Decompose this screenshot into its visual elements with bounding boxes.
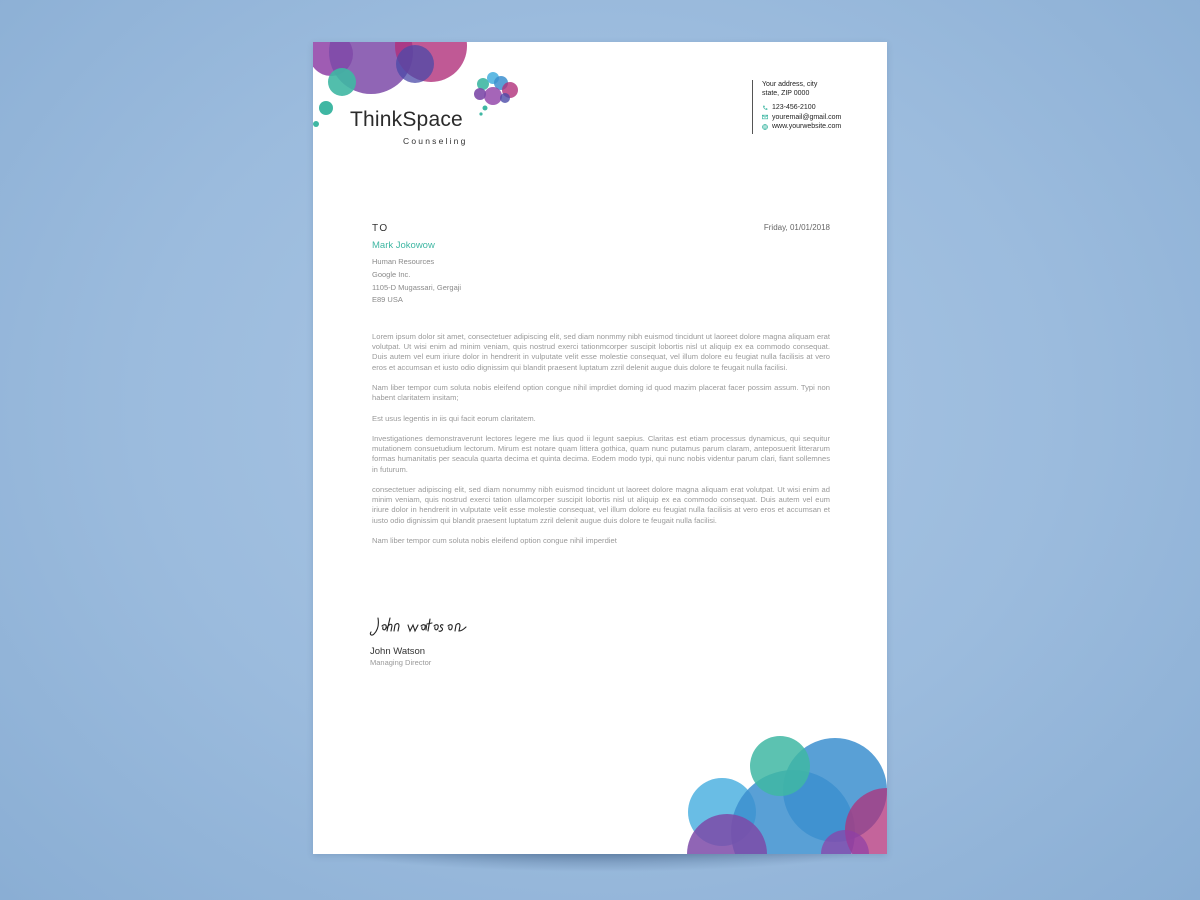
letterhead-page — [313, 42, 887, 854]
logo-tagline: Counseling — [403, 136, 468, 146]
contact-block — [752, 80, 882, 134]
phone-icon — [762, 105, 768, 111]
mail-icon — [762, 114, 768, 120]
body-paragraph: Est usus legentis in iis qui facit eorum claritatem. — [372, 413, 536, 423]
letter-body — [372, 332, 830, 556]
address-line-2: state, ZIP 0000 — [762, 90, 810, 97]
signer-name: John Watson — [370, 646, 426, 657]
address — [762, 80, 882, 98]
website-url: www.yourwebsite.com — [772, 123, 842, 131]
recipient-line: 1105-D Mugassari, Gergaji — [372, 282, 462, 292]
email-row — [762, 113, 882, 123]
to-label: TO — [372, 223, 389, 234]
signer-title: Managing Director — [370, 658, 432, 667]
body-paragraph: Investigationes demonstraverunt lectores legere me lius quod ii legunt saepius. Claritas est etiam processus dynamicus, qui sequitur mutationem consuetudium lectorum. Mirum est notare quam littera gothica, quam nunc putamus parum claram, anteposuerit litterarum formas humanitatis per seacula quarta decima et quinta decima. Eodem modo typi, qui nunc nobis videntur parum clari, fiant sollemnes in futurum. — [372, 433, 830, 474]
body-paragraph: Lorem ipsum dolor sit amet, consectetuer adipiscing elit, sed diam nonmmy nibh euismod tincidunt ut laoreet dolore magna aliquam erat volutpat. Ut wisi enim ad minim veniam, quis nostrud exerci tationmcorper suscipit lobortis nisl ut aliquip ex ea commodo consequat. Duis autem vel eum iriure dolor in hendrerit in vulputate velit esse molestie consequat, vel illum dolore eu feugiat nulla facilisis at vero eros et accumsan et iusto odio dignissim qui blandit praesent luptatum zzril delenit augue duis dolore te feugait nulla facilisi. — [372, 332, 830, 372]
recipient-line: E89 USA — [372, 295, 403, 305]
body-paragraph: consectetuer adipiscing elit, sed diam nonummy nibh euismod tincidunt ut laoreet dolore magna aliquam erat volutpat. Ut wisi enim ad minim veniam, quis nostrud exerci tation ullamcorper suscipit lobortis nisl ut aliquip ex ea commodo consequat. Duis autem vel eum iriure dolor in hendrerit in vulputate velit esse molestie consequat, vel illum dolore eu feugiat nulla facilisis at vero eros et accumsan et iusto odio dignissim qui blandit praesent luptatum zzril delenit augue duis dolore te feugait nulla facilisi. — [372, 484, 830, 525]
footer-bubbles-decoration — [673, 712, 887, 854]
body-paragraph: Nam liber tempor cum soluta nobis eleifend option congue nihil imprdiet doming id quod mazim placerat facer possim assum. Typi non habent claritatem insitam; — [372, 383, 830, 403]
globe-icon — [762, 124, 768, 130]
recipient-line: Google Inc. — [372, 269, 411, 279]
recipient-name: Mark Jokowow — [372, 240, 435, 251]
email-address: youremail@gmail.com — [772, 113, 842, 121]
recipient-address — [372, 256, 461, 307]
address-line-1: Your address, city — [762, 81, 818, 88]
signature-image — [368, 610, 478, 638]
logo-wordmark: ThinkSpace — [350, 108, 463, 131]
website-row — [762, 122, 882, 132]
body-paragraph: Nam liber tempor cum soluta nobis eleifend option congue nihil imperdiet — [372, 535, 617, 545]
phone-number: 123-456-2100 — [772, 104, 816, 112]
letter-date: Friday, 01/01/2018 — [763, 223, 830, 232]
recipient-line: Human Resources — [372, 257, 435, 266]
phone-row — [762, 103, 882, 113]
